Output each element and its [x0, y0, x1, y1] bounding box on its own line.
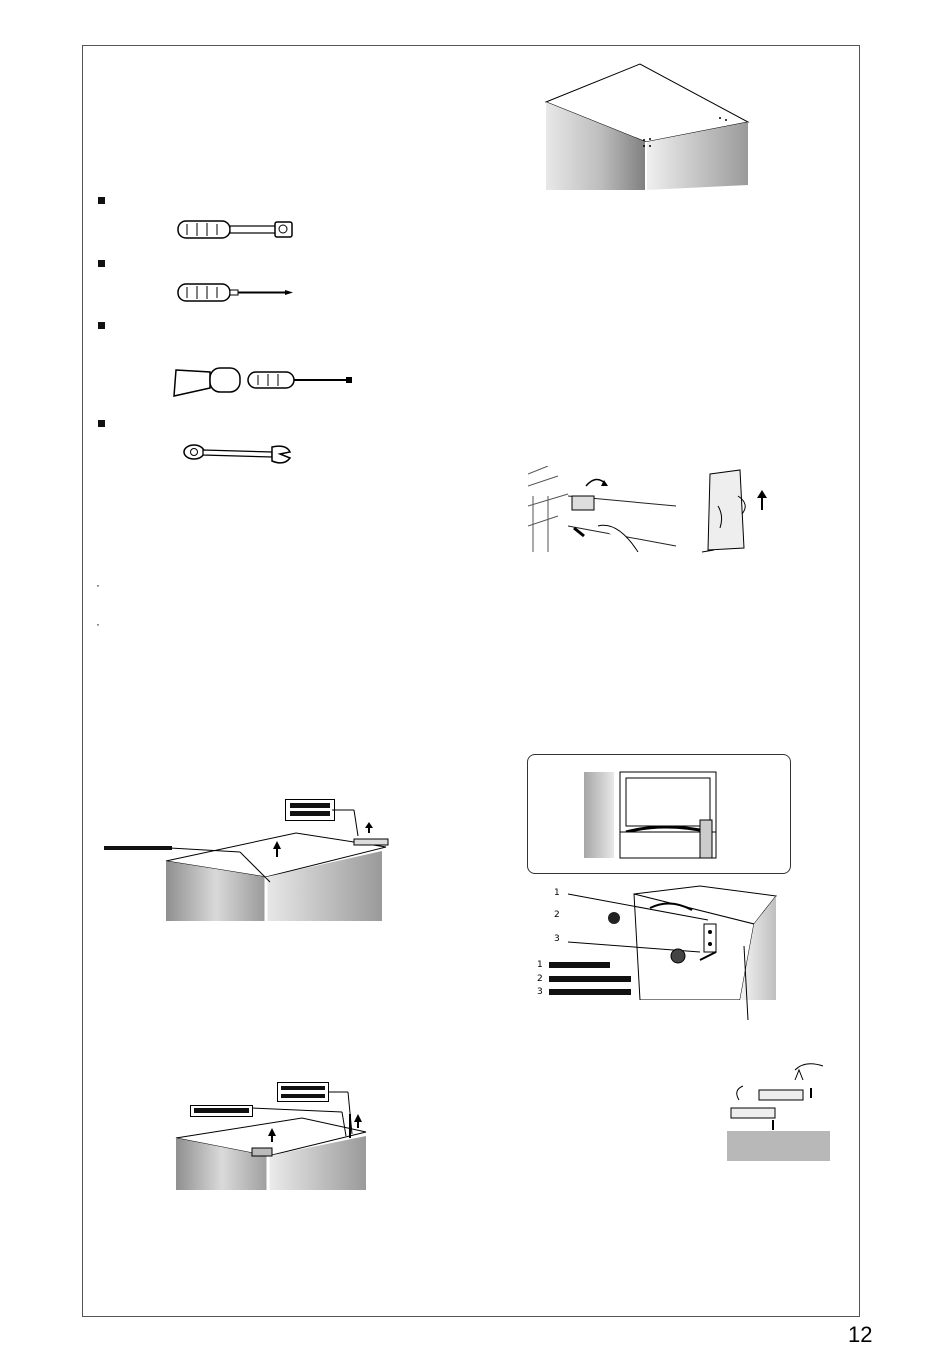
legend-marker-2: 2	[537, 974, 543, 984]
side-label-bar	[104, 846, 172, 850]
socket-screwdriver-icon	[175, 218, 295, 242]
door-lift-illustration	[698, 466, 778, 556]
door-inner-illustration	[584, 770, 724, 860]
callout-marker-3: 3	[554, 934, 560, 944]
door-hinge-removal-illustration	[528, 466, 678, 552]
label-leaders-2	[252, 1090, 362, 1140]
note-dot-2: ·	[96, 617, 100, 631]
part-label-bar-1	[290, 803, 330, 808]
putty-knife-icon	[170, 360, 360, 402]
part-label-up-arrow	[364, 820, 374, 834]
phillips-screwdriver-icon	[175, 281, 297, 305]
callout-lines	[560, 890, 760, 1020]
side-label-leader	[170, 846, 280, 886]
callout-marker-2: 2	[554, 910, 560, 920]
callout-marker-1: 1	[554, 888, 560, 898]
note-dot-1: ·	[96, 578, 100, 592]
legend-marker-1: 1	[537, 960, 543, 970]
page-number: 12	[848, 1322, 873, 1347]
cover-label-bar	[194, 1108, 249, 1113]
wrench-icon	[180, 442, 300, 466]
tool-bullet-3	[98, 322, 105, 329]
legend-bar-2	[549, 976, 631, 982]
hinge-plate-illustration	[725, 1060, 835, 1132]
tool-bullet-1	[98, 197, 105, 204]
legend-marker-3: 3	[537, 987, 543, 997]
caution-label-box	[727, 1131, 830, 1161]
part-label-bar-2	[290, 811, 330, 816]
fridge-top-illustration	[540, 60, 752, 195]
legend-bar-3	[549, 989, 631, 995]
tool-bullet-2	[98, 260, 105, 267]
legend-bar-1	[549, 962, 610, 968]
tool-bullet-4	[98, 420, 105, 427]
